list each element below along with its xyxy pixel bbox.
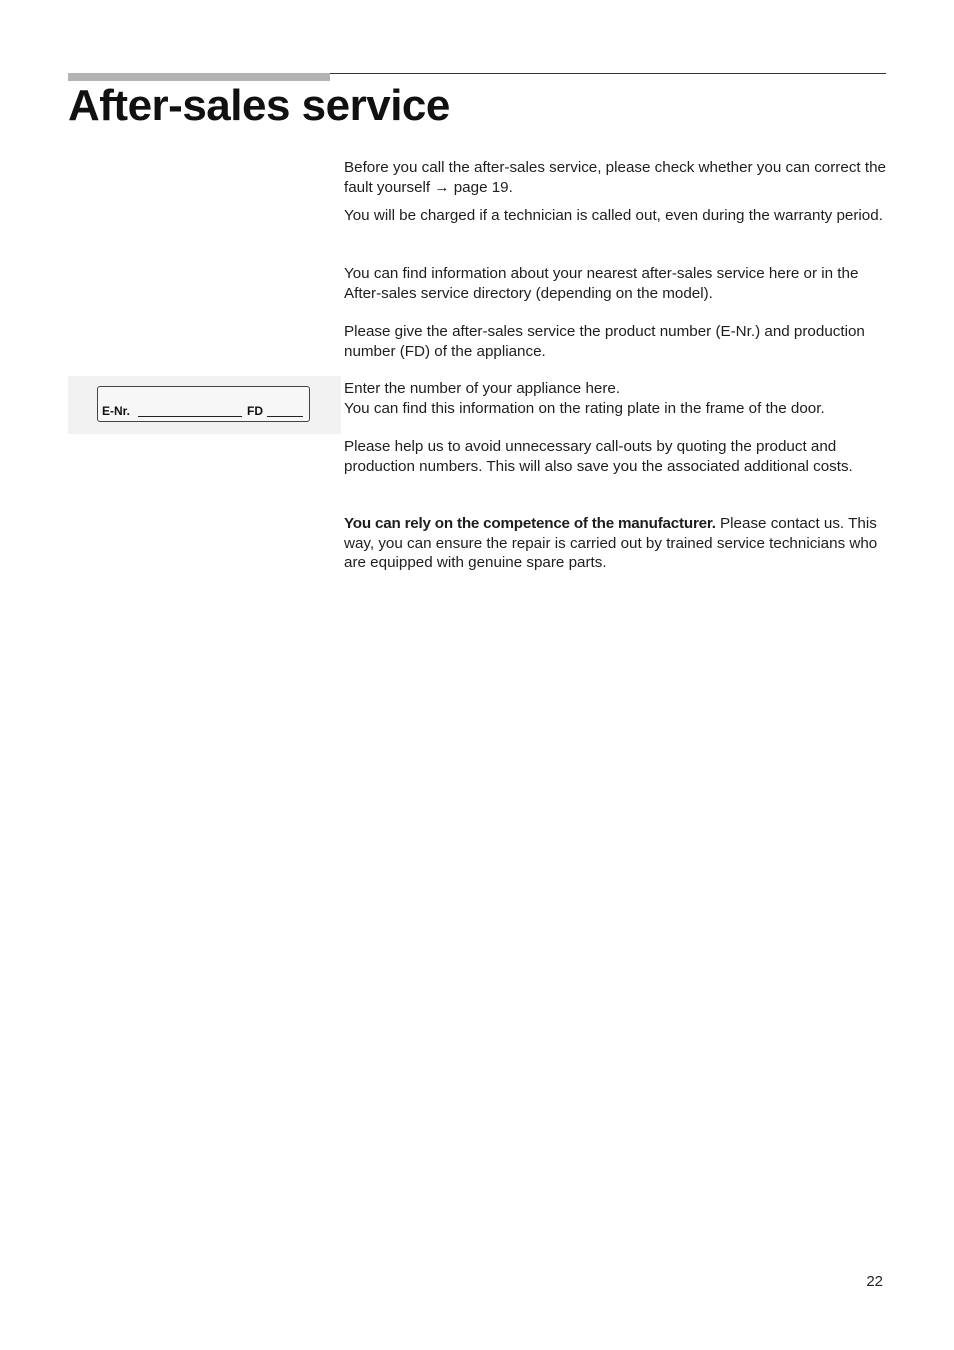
competence-bold-lead: You can rely on the competence of the manufacturer. (344, 515, 716, 532)
page-title: After-sales service (68, 81, 450, 130)
paragraph-product-number-text: Please give the after-sales service the product number (E-Nr.) and production number (FD) of the appliance. (344, 323, 865, 360)
paragraph-check-fault-text: Before you call the after-sales service, please check whether you can correct the fault yourself → page 19. (344, 159, 886, 196)
paragraph-enter-number-line2: You can find this information on the rating plate in the frame of the door. (344, 399, 825, 417)
page-number: 22 (866, 1273, 883, 1290)
header-rule (330, 73, 886, 74)
paragraph-competence (344, 514, 889, 573)
paragraph-competence-text (344, 514, 889, 573)
enr-label: E-Nr. (102, 404, 131, 418)
paragraph-enter-number-line1: Enter the number of your appliance here. (344, 380, 621, 397)
paragraph-avoid-callouts-text: Please help us to avoid unnecessary call-outs by quoting the product and production numbers. This will also save you the associated additional costs. (344, 438, 853, 475)
fd-blank-line (267, 416, 303, 417)
paragraph-charges-text: You will be charged if a technician is called out, even during the warranty period. (344, 207, 883, 224)
paragraph-avoid-callouts (344, 437, 889, 476)
paragraph-find-service-text: You can find information about your nearest after-sales service here or in the After-sales service directory (depending on the model). (344, 265, 859, 302)
fd-label: FD (247, 404, 263, 418)
rating-plate-figure (97, 386, 310, 422)
paragraph-charges (344, 206, 889, 226)
paragraph-check-fault (344, 158, 889, 197)
paragraph-product-number (344, 322, 889, 361)
paragraph-find-service (344, 264, 889, 303)
competence-rest: Please contact us. This way, you can ensure the repair is carried out by trained service technicians who are equipped with genuine spare parts. (344, 515, 878, 571)
paragraph-enter-number (344, 379, 889, 418)
enr-blank-line (138, 416, 242, 417)
